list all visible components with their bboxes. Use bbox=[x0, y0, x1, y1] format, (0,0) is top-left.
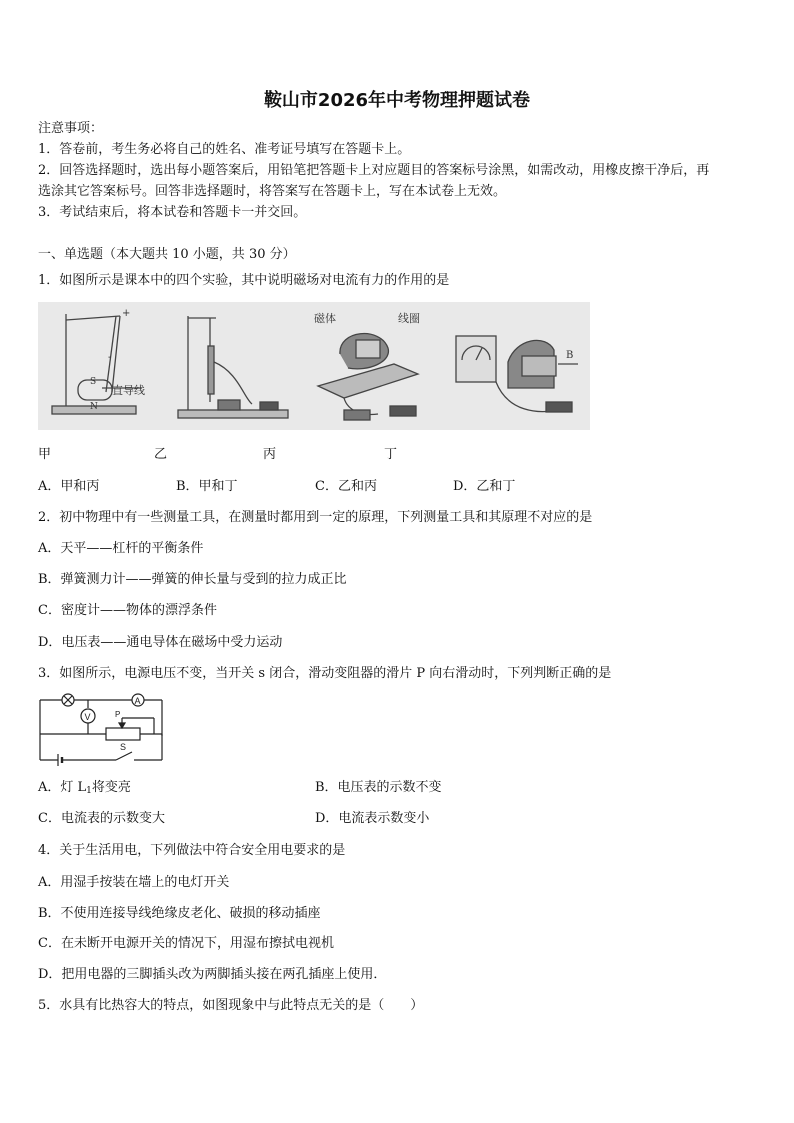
q1-experiments-figure bbox=[38, 302, 590, 430]
panel-label-ding: 丁 bbox=[384, 447, 398, 462]
q3-option-b: B．电压表的示数不变 bbox=[315, 780, 442, 795]
page-title: 鞍山市2026年中考物理押题试卷 bbox=[263, 90, 531, 111]
coil-label: 线圈 bbox=[398, 312, 420, 325]
q3-option-c: C．电流表的示数变大 bbox=[38, 811, 165, 826]
voltmeter-label: V bbox=[84, 712, 91, 722]
q5-stem: 5．水具有比热容大的特点，如图现象中与此特点无关的是（ ） bbox=[38, 998, 424, 1013]
b-label: B bbox=[566, 350, 574, 361]
notice-item-3: 3．考试结束后，将本试卷和答题卡一并交回。 bbox=[38, 205, 307, 220]
notice-item-1: 1．答卷前，考生务必将自己的姓名、准考证号填写在答题卡上。 bbox=[38, 142, 411, 157]
notice-item-2: 2．回答选择题时，选出每小题答案后，用铅笔把答题卡上对应题目的答案标号涂黑，如需改动，用橡皮擦干净后，再 bbox=[38, 163, 710, 178]
q2-option-b: B．弹簧测力计——弹簧的伸长量与受到的拉力成正比 bbox=[38, 572, 347, 587]
q2-option-c: C．密度计——物体的漂浮条件 bbox=[38, 603, 217, 618]
q1-option-b: B．甲和丁 bbox=[176, 479, 238, 494]
q1-stem: 1．如图所示是课本中的四个实验，其中说明磁场对电流有力的作用的是 bbox=[38, 273, 450, 288]
q2-stem: 2．初中物理中有一些测量工具，在测量时都用到一定的原理，下列测量工具和其原理不对应的是 bbox=[38, 510, 593, 525]
slider-p-label: P bbox=[115, 710, 121, 719]
q4-option-c: C．在未断开电源开关的情况下，用湿布擦拭电视机 bbox=[38, 936, 334, 951]
magnet-label: 磁体 bbox=[314, 312, 336, 325]
q2-option-d: D．电压表——通电导体在磁场中受力运动 bbox=[38, 635, 283, 650]
q1-option-a: A．甲和丙 bbox=[38, 479, 100, 494]
q3-option-d: D．电流表示数变小 bbox=[315, 811, 430, 826]
q4-option-d: D．把用电器的三脚插头改为两脚插头接在两孔插座上使用． bbox=[38, 967, 387, 982]
q1-option-c: C．乙和丙 bbox=[315, 479, 377, 494]
ammeter-label: A bbox=[134, 696, 141, 706]
section-heading: 一、单选题（本大题共 10 小题，共 30 分） bbox=[38, 247, 296, 262]
q3-option-a: A．灯 L1将变亮 bbox=[38, 780, 131, 796]
q4-option-b: B．不使用连接导线绝缘皮老化、破损的移动插座 bbox=[38, 906, 321, 921]
q3-stem: 3．如图所示，电源电压不变，当开关 s 闭合，滑动变阻器的滑片 P 向右滑动时，下列判断正确的是 bbox=[38, 666, 612, 681]
notice-item-2-cont: 选涂其它答案标号。回答非选择题时，将答案写在答题卡上，写在本试卷上无效。 bbox=[38, 184, 507, 199]
q2-option-a: A．天平——杠杆的平衡条件 bbox=[38, 541, 204, 556]
minus-label: - bbox=[108, 352, 112, 363]
q4-stem: 4．关于生活用电，下列做法中符合安全用电要求的是 bbox=[38, 843, 346, 858]
pole-n-label: N bbox=[90, 402, 98, 412]
q1-option-d: D．乙和丁 bbox=[453, 479, 516, 494]
wire-label: 直导线 bbox=[112, 384, 145, 397]
notice-heading: 注意事项： bbox=[38, 121, 104, 136]
panel-label-yi: 乙 bbox=[154, 447, 168, 462]
plus-label: + bbox=[122, 308, 131, 319]
pole-s-label: S bbox=[90, 377, 97, 387]
switch-label: S bbox=[120, 742, 127, 752]
q3-circuit-diagram bbox=[36, 688, 168, 770]
panel-label-jia: 甲 bbox=[38, 447, 52, 462]
panel-label-bing: 丙 bbox=[263, 447, 277, 462]
q4-option-a: A．用湿手按装在墙上的电灯开关 bbox=[38, 875, 230, 890]
